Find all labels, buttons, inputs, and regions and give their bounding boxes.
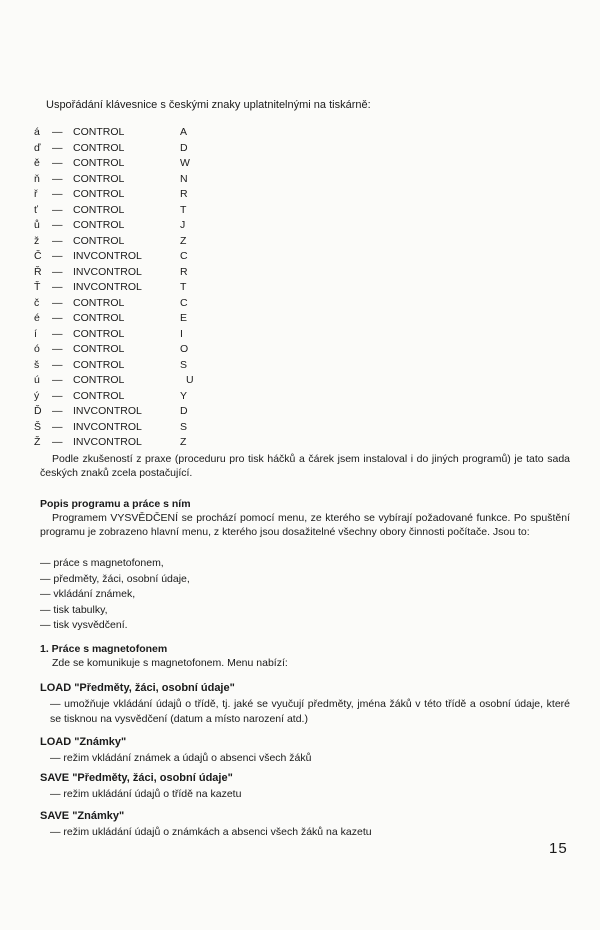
command-title: LOAD "Známky" — [40, 736, 127, 748]
list-item: — práce s magnetofonem, — [40, 557, 164, 569]
czech-char: Ť — [34, 281, 41, 293]
modifier: CONTROL — [73, 296, 125, 309]
dash: — — [52, 281, 63, 293]
modifier: CONTROL — [73, 203, 125, 216]
key: Z — [180, 234, 187, 247]
keymap-row — [34, 420, 234, 436]
dash: — — [52, 250, 63, 262]
keymap-row — [34, 218, 234, 234]
subsection-intro: Zde se komunikuje s magnetofonem. Menu nabízí: — [52, 657, 288, 669]
czech-char: ť — [34, 203, 38, 216]
key: Y — [180, 389, 188, 402]
keymap-row — [34, 156, 234, 172]
keymap-row — [34, 296, 234, 312]
dash: — — [52, 296, 63, 309]
key: R — [180, 265, 188, 278]
command-description: — režim ukládání údajů o známkách a absenci všech žáků na kazetu — [50, 826, 372, 838]
dash: — — [52, 327, 63, 340]
key: D — [180, 405, 188, 417]
command-title: SAVE "Známky" — [40, 810, 125, 822]
czech-char: ž — [34, 234, 40, 247]
subsection-heading: 1. Práce s magnetofonem — [40, 643, 168, 655]
dash: — — [52, 436, 63, 448]
key: Z — [180, 436, 187, 448]
key: N — [180, 172, 188, 185]
czech-char: ř — [34, 188, 38, 200]
command-title: LOAD "Předměty, žáci, osobní údaje" — [40, 682, 235, 694]
czech-char: ů — [34, 219, 40, 231]
modifier: CONTROL — [73, 374, 125, 386]
modifier: INVCONTROL — [73, 265, 142, 278]
modifier: CONTROL — [73, 327, 125, 340]
key: D — [180, 141, 188, 154]
keymap-row — [34, 141, 234, 157]
czech-char: š — [34, 358, 40, 371]
czech-char: ě — [34, 157, 40, 169]
czech-char: ó — [34, 343, 40, 355]
modifier: CONTROL — [73, 358, 125, 371]
modifier: CONTROL — [73, 188, 125, 200]
dash: — — [52, 358, 63, 371]
key: S — [180, 420, 188, 433]
czech-char: í — [34, 327, 37, 340]
keymap-row — [34, 342, 234, 358]
keymap-row — [34, 358, 234, 374]
dash: — — [52, 188, 63, 200]
menu-list — [40, 556, 190, 634]
czech-char: Ř — [34, 265, 42, 278]
keymap-row — [34, 280, 234, 296]
list-item: — předměty, žáci, osobní údaje, — [40, 572, 190, 585]
key: T — [180, 203, 187, 216]
key: I — [180, 327, 183, 340]
modifier: INVCONTROL — [73, 405, 142, 417]
command-description: — umožňuje vkládání údajů o třídě, tj. jaké se vyučují předměty, jména žáků v této třídě a osobní údaje, které se tisknou na vysvědčení (datum a místo narození atd.) — [50, 698, 570, 725]
dash: — — [52, 312, 63, 324]
czech-char: Š — [34, 420, 42, 433]
czech-char: ú — [34, 374, 40, 386]
keymap-row — [34, 203, 234, 219]
keymap-row — [34, 265, 234, 281]
modifier: CONTROL — [73, 219, 125, 231]
keymap-row — [34, 311, 234, 327]
modifier: INVCONTROL — [73, 420, 142, 433]
key: E — [180, 312, 188, 324]
czech-char: č — [34, 296, 40, 309]
dash: — — [52, 234, 63, 247]
command-title: SAVE "Předměty, žáci, osobní údaje" — [40, 772, 233, 784]
keymap-row — [34, 389, 234, 405]
dash: — — [52, 389, 63, 402]
dash: — — [52, 374, 63, 386]
keymap-row — [34, 187, 234, 203]
modifier: CONTROL — [73, 234, 125, 247]
section-heading: Popis programu a práce s ním — [40, 498, 191, 510]
page-number: 15 — [549, 840, 568, 857]
keymap-row — [34, 125, 234, 141]
dash: — — [52, 141, 63, 154]
czech-char: ď — [34, 141, 41, 154]
modifier: CONTROL — [73, 126, 125, 138]
list-item: — tisk vysvědčení. — [40, 619, 128, 631]
keymap-table — [34, 125, 234, 451]
list-item: — tisk tabulky, — [40, 603, 108, 616]
key: U — [186, 374, 194, 386]
modifier: CONTROL — [73, 312, 125, 324]
dash: — — [52, 420, 63, 433]
key: T — [180, 281, 187, 293]
key: W — [180, 157, 190, 169]
list-item: — vkládání známek, — [40, 588, 136, 600]
modifier: CONTROL — [73, 141, 125, 154]
modifier: CONTROL — [73, 157, 125, 169]
czech-char: Ď — [34, 405, 42, 417]
experience-paragraph: Podle zkušeností z praxe (proceduru pro tisk háčků a čárek jsem instaloval i do jiných programů) je tato sada českých znaků zcela postačující. — [40, 453, 570, 479]
dash: — — [52, 343, 63, 355]
modifier: INVCONTROL — [73, 436, 142, 448]
key: O — [180, 343, 189, 355]
modifier: INVCONTROL — [73, 250, 142, 262]
command-description: — režim ukládání údajů o třídě na kazetu — [50, 788, 242, 800]
dash: — — [52, 203, 63, 216]
key: A — [180, 126, 188, 138]
key: S — [180, 358, 188, 371]
czech-char: ň — [34, 172, 40, 185]
czech-char: Č — [34, 250, 42, 262]
key: J — [180, 219, 186, 231]
dash: — — [52, 405, 63, 417]
czech-char: é — [34, 312, 40, 324]
keymap-row — [34, 435, 234, 451]
keymap-row — [34, 172, 234, 188]
keymap-row — [34, 404, 234, 420]
keymap-row — [34, 234, 234, 250]
czech-char: ý — [34, 389, 40, 402]
command-description: — režim vkládání známek a údajů o absenci všech žáků — [50, 752, 312, 764]
dash: — — [52, 126, 63, 138]
czech-char: á — [34, 126, 40, 138]
keymap-row — [34, 327, 234, 343]
keymap-row — [34, 249, 234, 265]
program-description: Programem VYSVĚDČENÍ se prochází pomocí menu, ze kterého se vybírají požadované funkce. Po spuštění programu je zobrazeno hlavní menu, z kterého jsou dosažitelné všechny obory činnosti počítače. Jsou to: — [40, 512, 570, 538]
modifier: CONTROL — [73, 172, 125, 185]
dash: — — [52, 157, 63, 169]
modifier: INVCONTROL — [73, 281, 142, 293]
keymap-row — [34, 373, 234, 389]
key: C — [180, 296, 188, 309]
dash: — — [52, 172, 63, 185]
keyboard-layout-intro: Uspořádání klávesnice s českými znaky uplatnitelnými na tiskárně: — [46, 99, 371, 111]
modifier: CONTROL — [73, 389, 125, 402]
key: C — [180, 250, 188, 262]
dash: — — [52, 219, 63, 231]
dash: — — [52, 265, 63, 278]
modifier: CONTROL — [73, 343, 125, 355]
czech-char: Ž — [34, 436, 41, 448]
key: R — [180, 188, 188, 200]
